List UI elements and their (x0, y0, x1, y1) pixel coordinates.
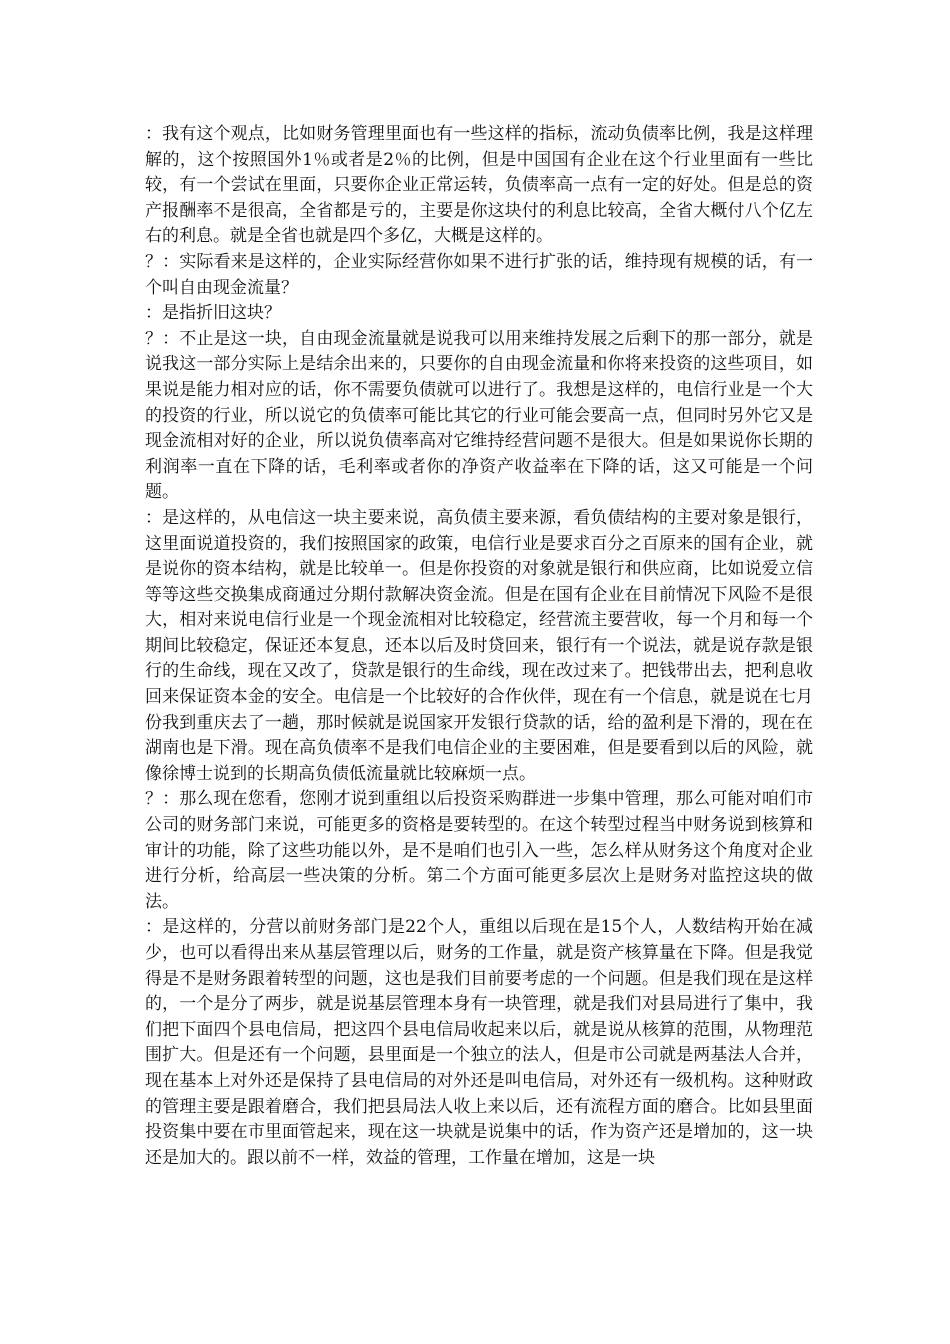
paragraph-5: ：是这样的，从电信这一块主要来说，高负债主要来源，看负债结构的主要对象是银行，这里面说道投资的，我们按照国家的政策，电信行业是要求百分之百原来的国有企业，就是说你的资本结构，就是比较单一。但是你投资的对象就是银行和供应商，比如说爱立信等等这些交换集成商通过分期付款解决资金流。但是在国有企业在目前情况下风险不是很大，相对来说电信行业是一个现金流相对比较稳定，经营流主要营收，每一个月和每一个期间比较稳定，保证还本复息，还本以后及时贷回来，银行有一个说法，就是说存款是银行的生命线，现在又改了，贷款是银行的生命线，现在改过来了。把钱带出去，把利息收回来保证资本金的安全。电信是一个比较好的合作伙伴，现在有一个信息，就是说在七月份我到重庆去了一趟，那时候就是说国家开发银行贷款的话，给的盈利是下滑的，现在在湖南也是下滑。现在高负债率不是我们电信企业的主要困难，但是要看到以后的风险，就像徐博士说到的长期高负债低流量就比较麻烦一点。 (145, 507, 813, 784)
paragraph-7: ：是这样的，分营以前财务部门是22个人，重组以后现在是15个人，人数结构开始在减少，也可以看得出来从基层管理以后，财务的工作量，就是资产核算量在下降。但是我觉得是不是财务跟着转型的问题，这也是我们目前要考虑的一个问题。但是我们现在是这样的，一个是分了两步，就是说基层管理本身有一块管理，就是我们对县局进行了集中，我们把下面四个县电信局，把这四个县电信局收起来以后，就是说从核算的范围，从物理范围扩大。但是还有一个问题，县里面是一个独立的法人，但是市公司就是两基法人合并，现在基本上对外还是保持了县电信局的对外还是叫电信局，对外还有一级机构。这种财政的管理主要是跟着磨合，我们把县局法人收上来以后，还有流程方面的磨合。比如县里面投资集中要在市里面管起来，现在这一块就是说集中的话，作为资产还是增加的，这一块还是加大的。跟以前不一样，效益的管理，工作量在增加，这是一块 (145, 917, 813, 1168)
paragraph-1: ：我有这个观点，比如财务管理里面也有一些这样的指标，流动负债率比例，我是这样理解的，这个按照国外1％或者是2％的比例，但是中国国有企业在这个行业里面有一些比较，有一个尝试在里面，只要你企业正常运转，负债率高一点有一定的好处。但是总的资产报酬率不是很高，全省都是亏的，主要是你这块付的利息比较高，全省大概付八个亿左右的利息。就是全省也就是四个多亿，大概是这样的。 (145, 124, 813, 247)
paragraph-6: ？：那么现在您看，您刚才说到重组以后投资采购群进一步集中管理，那么可能对咱们市公司的财务部门来说，可能更多的资格是要转型的。在这个转型过程当中财务说到核算和审计的功能，除了这些功能以外，是不是咱们也引入一些，怎么样从财务这个角度对企业进行分析，给高层一些决策的分析。第二个方面可能更多层次上是财务对监控这块的做法。 (145, 789, 813, 912)
document-page (145, 122, 813, 1171)
paragraph-4: ？：不止是这一块，自由现金流量就是说我可以用来维持发展之后剩下的那一部分，就是说我这一部分实际上是结余出来的，只要你的自由现金流量和你将来投资的这些项目，如果说是能力相对应的话，你不需要负债就可以进行了。我想是这样的，电信行业是一个大的投资的行业，所以说它的负债率可能比其它的行业可能会要高一点，但同时另外它又是现金流相对好的企业，所以说负债率高对它维持经营问题不是很大。但是如果说你长期的利润率一直在下降的话，毛利率或者你的净资产收益率在下降的话，这又可能是一个问题。 (145, 328, 813, 503)
paragraph-3: ：是指折旧这块？ (145, 303, 281, 324)
paragraph-2: ？：实际看来是这样的，企业实际经营你如果不进行扩张的话，维持现有规模的话，有一个叫自由现金流量？ (145, 251, 813, 298)
